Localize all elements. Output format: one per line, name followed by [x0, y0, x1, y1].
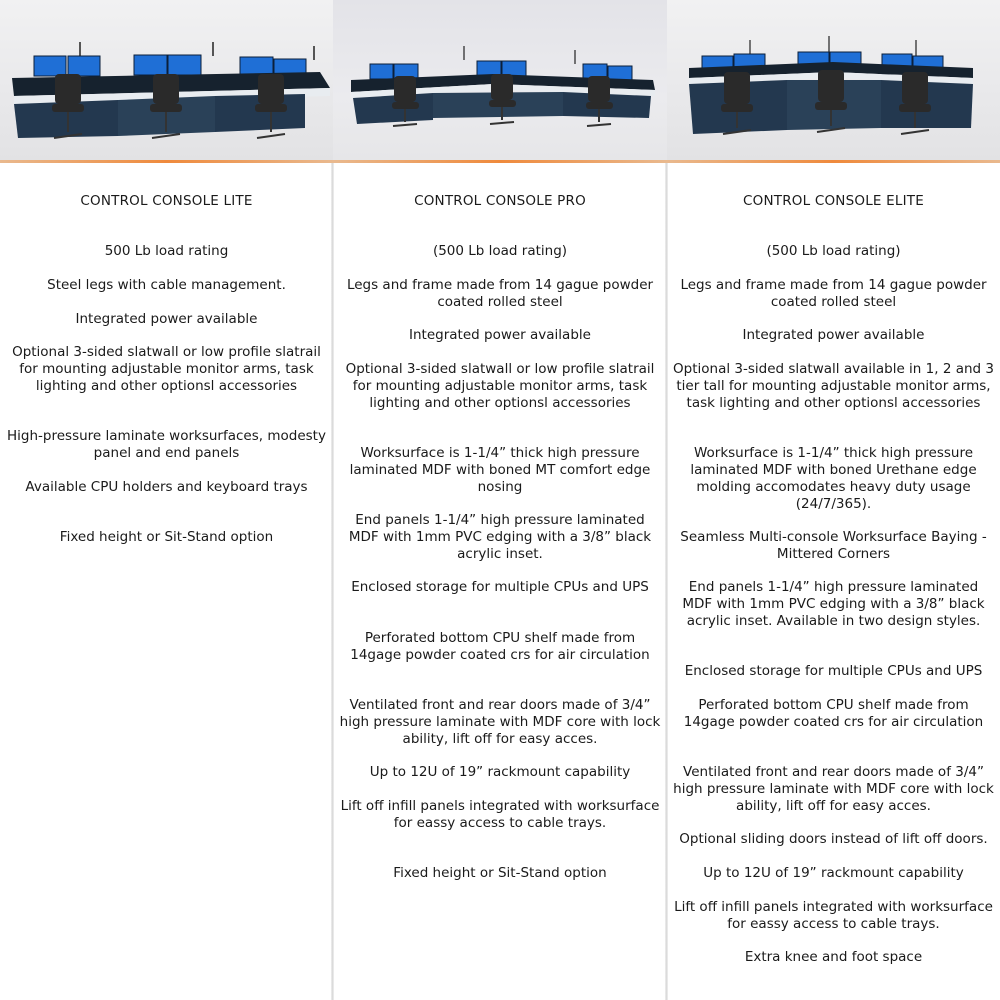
feature-item: Up to 12U of 19” rackmount capability: [703, 865, 964, 881]
feature-item: Up to 12U of 19” rackmount capability: [369, 764, 631, 780]
feature-item: End panels 1-1/4” high pressure laminated MDF with 1mm PVC edging with a 3/8” black acrylic inset. Available in two design styles.: [682, 579, 985, 629]
accent-divider-bar: [333, 160, 667, 163]
console-lite-photo: [0, 0, 333, 162]
accent-divider-bar: [667, 160, 1000, 163]
feature-item: Lift off infill panels integrated with worksurface for eassy access to cable trays.: [340, 798, 660, 831]
feature-item: Steel legs with cable management.: [47, 277, 286, 293]
feature-item: Perforated bottom CPU shelf made from 14gage powder coated crs for air circulation: [350, 630, 650, 663]
feature-item: Legs and frame made from 14 gague powder coated rolled steel: [680, 277, 987, 310]
feature-item: Enclosed storage for multiple CPUs and UPS: [351, 579, 649, 595]
console-lite-column: [0, 0, 333, 1000]
feature-item: Ventilated front and rear doors made of 3/4” high pressure laminate with MDF core with lock ability, lift off for easy acces.: [339, 697, 661, 747]
feature-item: Available CPU holders and keyboard trays: [25, 479, 308, 495]
console-elite-photo: [667, 0, 1000, 162]
feature-item: Integrated power available: [742, 327, 925, 343]
feature-item: Fixed height or Sit-Stand option: [59, 529, 274, 545]
console-pro-photo: [333, 0, 667, 162]
feature-item: Integrated power available: [75, 311, 258, 327]
feature-item: High-pressure laminate worksurfaces, modesty panel and end panels: [7, 428, 326, 461]
feature-item: Worksurface is 1-1/4” thick high pressure laminated MDF with boned Urethane edge molding accomodates heavy duty usage (24/7/365).: [690, 445, 977, 512]
console-pro-illustration: [333, 0, 667, 162]
console-lite-title: CONTROL CONSOLE LITE: [80, 193, 253, 209]
feature-item: Seamless Multi-console Worksurface Baying - Mittered Corners: [680, 529, 987, 562]
feature-item: Optional 3-sided slatwall or low profile slatrail for mounting adjustable monitor arms, task lighting and other optionsl accessories: [12, 344, 321, 394]
feature-item: End panels 1-1/4” high pressure laminated MDF with 1mm PVC edging with a 3/8” black acrylic inset.: [348, 512, 652, 562]
feature-item: (500 Lb load rating): [432, 243, 568, 259]
feature-item: Lift off infill panels integrated with worksurface for eassy access to cable trays.: [674, 899, 993, 932]
feature-item: Enclosed storage for multiple CPUs and UPS: [684, 663, 983, 679]
console-pro-title: CONTROL CONSOLE PRO: [414, 193, 586, 209]
feature-item: Extra knee and foot space: [744, 949, 923, 965]
feature-item: (500 Lb load rating): [766, 243, 901, 259]
console-lite-illustration: [0, 0, 333, 162]
feature-item: Optional 3-sided slatwall available in 1, 2 and 3 tier tall for mounting adjustable monitor arms, task lighting and other optionsl accessories: [673, 361, 994, 411]
console-elite-illustration: [667, 0, 1000, 162]
feature-item: Integrated power available: [409, 327, 591, 343]
feature-item: Worksurface is 1-1/4” thick high pressure laminated MDF with boned MT comfort edge nosing: [349, 445, 651, 495]
feature-item: Legs and frame made from 14 gague powder coated rolled steel: [346, 277, 654, 310]
feature-item: Fixed height or Sit-Stand option: [393, 865, 607, 881]
feature-item: Perforated bottom CPU shelf made from 14gage powder coated crs for air circulation: [683, 697, 984, 730]
console-elite-column: [667, 0, 1000, 1000]
feature-item: 500 Lb load rating: [104, 243, 229, 259]
console-elite-title: CONTROL CONSOLE ELITE: [743, 193, 924, 209]
accent-divider-bar: [0, 160, 333, 163]
console-pro-column: [333, 0, 667, 1000]
feature-item: Optional 3-sided slatwall or low profile slatrail for mounting adjustable monitor arms, task lighting and other optionsl accessories: [345, 361, 655, 411]
feature-item: Optional sliding doors instead of lift off doors.: [679, 831, 988, 847]
feature-item: Ventilated front and rear doors made of 3/4” high pressure laminate with MDF core with lock ability, lift off for easy acces.: [673, 764, 994, 814]
